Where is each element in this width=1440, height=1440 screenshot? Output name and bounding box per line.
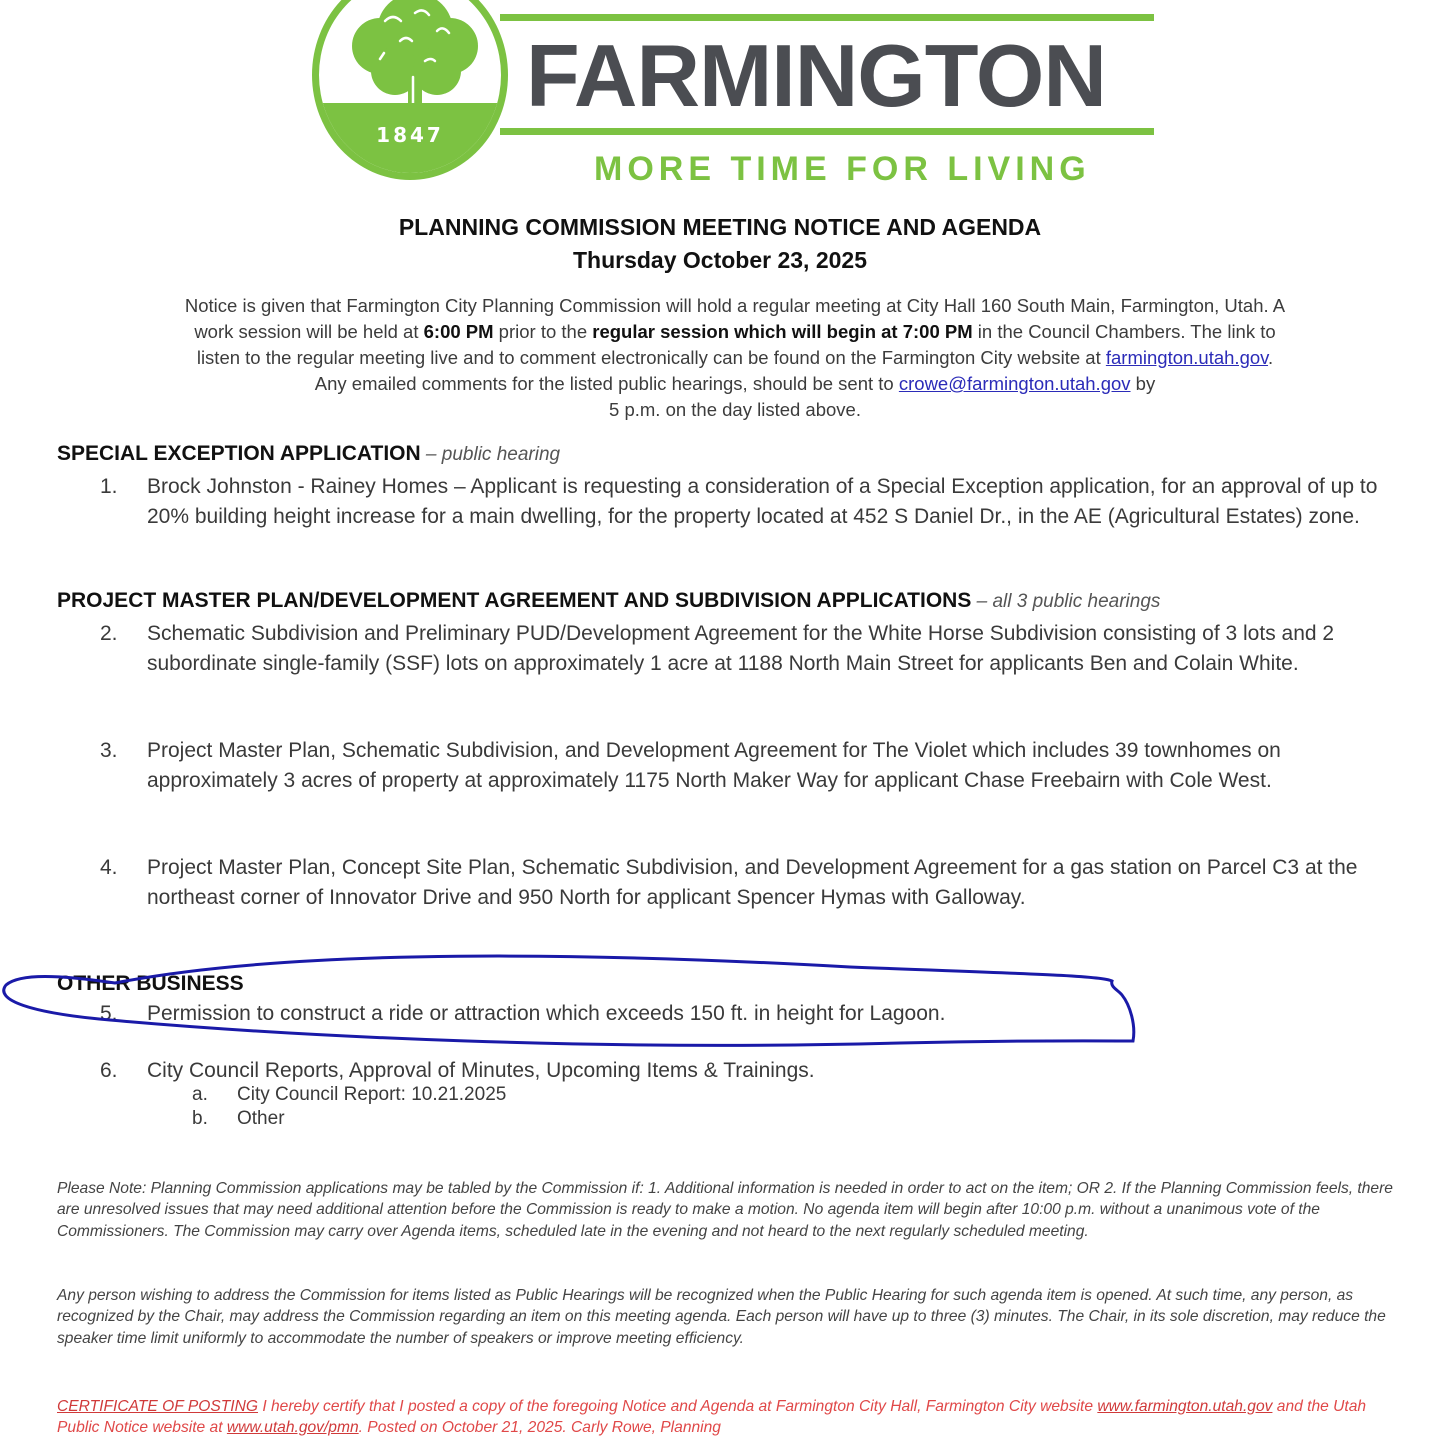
certificate-label: CERTIFICATE OF POSTING: [57, 1398, 259, 1415]
item-number: 5.: [100, 1002, 118, 1025]
notice-line: [52, 345, 1418, 371]
section-title: SPECIAL EXCEPTION APPLICATION: [57, 442, 421, 465]
agenda-subitem: [192, 1108, 285, 1130]
farmington-website-link[interactable]: www.farmington.utah.gov: [1097, 1398, 1273, 1415]
logo-rule-top: [500, 14, 1154, 21]
public-hearing-note: Any person wishing to address the Commission for items listed as Public Hearings will be recognized when the Public Hearing for such agenda item is opened. At such time, any person, as recognized by the Chair, may address the Commission regarding an item on this meeting agenda. Each person will have up to three (3) minutes. The Chair, in its sole discretion, may reduce the speaker time limit uniformly to accommodate the number of speakers or improve meeting efficiency.: [57, 1287, 1386, 1347]
item-text: Permission to construct a ride or attraction which exceeds 150 ft. in height for Lagoon.: [147, 1002, 946, 1025]
agenda-item: [100, 853, 1400, 912]
item-number: 2.: [100, 622, 118, 645]
notice-text: work session will be held at: [194, 321, 424, 342]
section-heading-other-business: [57, 972, 244, 996]
item-number: 6.: [100, 1059, 118, 1082]
subitem-text: City Council Report: 10.21.2025: [237, 1084, 507, 1105]
city-logo: [312, 0, 1172, 190]
notice-text: listen to the regular meeting live and to comment electronically can be found on the Farmington City website at: [196, 347, 1106, 368]
agenda-subitem: [192, 1084, 506, 1106]
notice-line: [52, 397, 1418, 423]
logo-emblem: [312, 0, 508, 180]
email-link[interactable]: crowe@farmington.utah.gov: [898, 373, 1131, 394]
meeting-date: Thursday October 23, 2025: [572, 247, 867, 273]
subitem-letter: b.: [192, 1108, 208, 1129]
logo-year: 1847: [376, 123, 444, 147]
notice-text: .: [1268, 347, 1274, 368]
certificate-text: and the Utah Public Notice website at: [57, 1398, 1367, 1436]
section-subtitle: – all 3 public hearings: [971, 591, 1161, 612]
notice-text: Notice is given that Farmington City Planning Commission will hold a regular meeting at City Hall 160 South Main, Farmington, Utah. A: [184, 295, 1286, 316]
section-title: PROJECT MASTER PLAN/DEVELOPMENT AGREEMENT AND SUBDIVISION APPLICATIONS: [57, 589, 972, 612]
notice-line: [52, 319, 1418, 345]
item-number: 1.: [100, 475, 118, 498]
page-title: PLANNING COMMISSION MEETING NOTICE AND AGENDA: [398, 214, 1042, 240]
agenda-item: [100, 619, 1400, 678]
notice-text: by: [1130, 373, 1156, 394]
item-text: Project Master Plan, Concept Site Plan, Schematic Subdivision, and Development Agreement for a gas station on Parcel C3 at the northeast corner of Innovator Drive and 950 North for applicant Spencer Hymas with Galloway.: [147, 856, 1358, 909]
item-number: 3.: [100, 739, 118, 762]
logo-tagline: MORE TIME FOR LIVING: [594, 150, 1091, 188]
notice-text: in the Council Chambers. The link to: [972, 321, 1276, 342]
notice-text: prior to the: [493, 321, 593, 342]
notice-text: Any emailed comments for the listed public hearings, should be sent to: [314, 373, 899, 394]
utah-pmn-link[interactable]: www.utah.gov/pmn: [226, 1419, 359, 1436]
website-link[interactable]: farmington.utah.gov: [1105, 347, 1269, 368]
item-text: Schematic Subdivision and Preliminary PUD/Development Agreement for the White Horse Subdivision consisting of 3 lots and 2 subordinate single-family (SSF) lots on approximately 1 acre at 1188 North Main Street for applicants Ben and Colain White.: [147, 622, 1335, 675]
notice-text: 5 p.m. on the day listed above.: [609, 399, 861, 420]
agenda-item: [100, 472, 1400, 531]
agenda-item: [100, 736, 1400, 795]
item-text: Project Master Plan, Schematic Subdivision, and Development Agreement for The Violet which includes 39 townhomes on approximately 3 acres of property at approximately 1175 North Maker Way for applicant Chase Freebairn with Cole West.: [147, 739, 1281, 792]
regular-session-time: regular session which will begin at 7:00 PM: [592, 321, 973, 342]
subitem-letter: a.: [192, 1084, 208, 1105]
logo-rule-bottom: [500, 128, 1154, 135]
work-session-time: 6:00 PM: [423, 321, 494, 342]
certificate-text: I hereby certify that I posted a copy of the foregoing Notice and Agenda at Farmington City Hall, Farmington City website: [258, 1398, 1098, 1415]
certificate-of-posting: [57, 1396, 1407, 1438]
item-text: Brock Johnston - Rainey Homes – Applicant is requesting a consideration of a Special Exception application, for an approval of up to 20% building height increase for a main dwelling, for the property located at 452 S Daniel Dr., in the AE (Agricultural Estates) zone.: [147, 475, 1378, 528]
agenda-item: [100, 1056, 1400, 1086]
notice-line: [52, 371, 1418, 397]
subitem-text: Other: [237, 1108, 285, 1129]
section-heading-master-plan: [57, 589, 1160, 613]
section-title: OTHER BUSINESS: [57, 972, 244, 995]
tabling-note: Please Note: Planning Commission applications may be tabled by the Commission if: 1. Additional information is needed in order to act on the item; OR 2. If the Planning Commission feels, there are unresolved issues that may need additional attention before the Commission is ready to make a motion. No agenda item will begin after 10:00 p.m. without a unanimous vote of the Commissioners. The Commission may carry over Agenda items, scheduled late in the evening and not heard to the next regularly scheduled meeting.: [57, 1180, 1393, 1240]
notice-line: [52, 293, 1418, 319]
certificate-text: . Posted on October 21, 2025. Carly Rowe, Planning: [358, 1419, 721, 1436]
section-heading-special-exception: [57, 442, 560, 466]
meeting-notice: [52, 293, 1418, 423]
item-text: City Council Reports, Approval of Minutes, Upcoming Items & Trainings.: [147, 1059, 815, 1082]
section-subtitle: – public hearing: [420, 444, 561, 465]
item-number: 4.: [100, 856, 118, 879]
agenda-item: [100, 999, 1400, 1029]
logo-wordmark: FARMINGTON: [526, 26, 1106, 125]
